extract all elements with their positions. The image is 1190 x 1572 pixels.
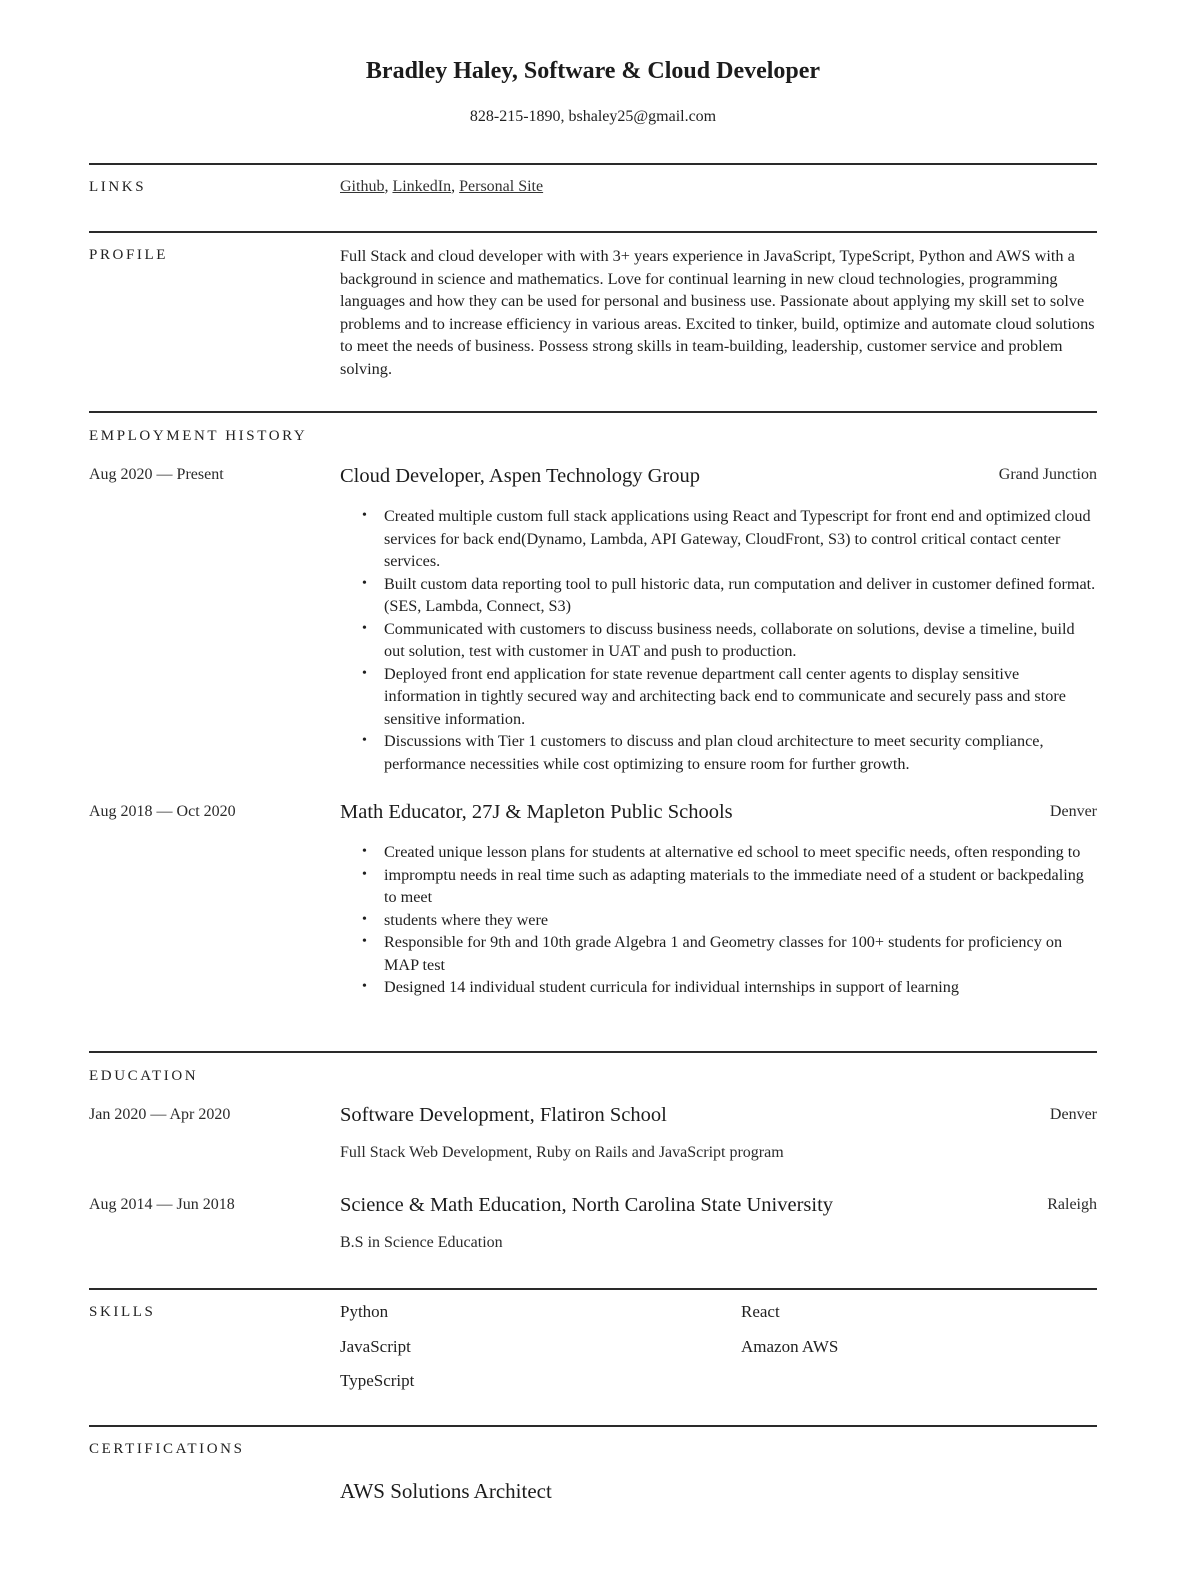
list-item: • Created unique lesson plans for students at alternative ed school to meet specific needs, often responding to [340,841,1097,864]
link-separator: , [384,178,393,195]
section-divider [89,231,1097,233]
list-item: • Created multiple custom full stack applications using React and Typescript for front end and optimized cloud services for back end(Dynamo, Lambda, API Gateway, CloudFront, S3) to control critical contact center services. [340,505,1097,573]
profile-text: Full Stack and cloud developer with with 3+ years experience in JavaScript, TypeScript, Python and AWS with a background in science and mathematics. Love for continual learning in new cloud technologies, programming languages and how they can be used for personal and business use. Passionate about applying my skill set to solve problems and to increase efficiency in various areas. Excited to tinker, build, optimize and automate cloud solutions to meet the needs of business. Possess strong skills in team-building, leadership, customer service and problem solving. [340,246,1095,378]
skill-item: TypeScript [340,1371,415,1390]
list-item: • Responsible for 9th and 10th grade Algebra 1 and Geometry classes for 100+ students for proficiency on MAP test [340,931,1097,976]
skill-item: Amazon AWS [741,1337,839,1356]
job-title: Math Educator, 27J & Mapleton Public Schools [340,801,733,823]
job-dates: Aug 2018 — Oct 2020 [89,803,236,820]
education-dates: Aug 2014 — Jun 2018 [89,1196,235,1213]
education-location: Raleigh [1047,1196,1097,1213]
section-title-skills: SKILLS [89,1304,156,1320]
list-item: • impromptu needs in real time such as adapting materials to the immediate need of a student or backpedaling to meet [340,864,1097,909]
section-title-certifications: CERTIFICATIONS [89,1441,245,1457]
job-dates: Aug 2020 — Present [89,466,224,483]
section-title-profile: PROFILE [89,247,169,263]
skill-item: Python [340,1302,389,1321]
list-item: • Built custom data reporting tool to pull historic data, run computation and deliver in customer defined format.(SES, Lambda, Connect, S3) [340,573,1097,618]
education-title: Science & Math Education, North Carolina State University [340,1194,834,1216]
list-item: • Communicated with customers to discuss business needs, collaborate on solutions, devise a timeline, build out solution, test with customer in UAT and push to production. [340,618,1097,663]
section-title-education: EDUCATION [89,1068,199,1084]
section-title-employment: EMPLOYMENT HISTORY [89,428,308,444]
skill-item: React [741,1302,780,1321]
job-title: Cloud Developer, Aspen Technology Group [340,465,701,487]
resume-name: Bradley Haley, Software & Cloud Developer [365,58,821,84]
contact-info: 828-215-1890, bshaley25@gmail.com [469,108,717,125]
github-link[interactable]: Github [340,178,385,195]
links-list [340,178,543,196]
list-item: • Designed 14 individual student curricula for individual internships in support of learning [340,976,1097,999]
list-item: • Discussions with Tier 1 customers to discuss and plan cloud architecture to meet security compliance, performance necessities while cost optimizing to ensure room for further growth. [340,730,1097,775]
education-description: Full Stack Web Development, Ruby on Rails and JavaScript program [340,1144,784,1161]
personal-site-link[interactable]: Personal Site [459,178,544,195]
section-divider [89,1425,1097,1427]
job-bullets [340,841,1097,999]
link-separator: , [451,178,460,195]
linkedin-link[interactable]: LinkedIn [392,178,452,195]
profile-section [340,245,1098,381]
list-item: • Deployed front end application for state revenue department call center agents to display sensitive information in tightly secured way and architecting back end to communicate and securely pass and store sensitive information. [340,663,1097,731]
certification-item: AWS Solutions Architect [340,1479,552,1503]
section-divider [89,1288,1097,1290]
section-divider [89,163,1097,165]
job-location: Grand Junction [998,466,1097,483]
job-location: Denver [1049,803,1097,820]
education-title: Software Development, Flatiron School [340,1104,667,1126]
education-dates: Jan 2020 — Apr 2020 [89,1106,231,1123]
section-divider [89,411,1097,413]
skill-item: JavaScript [340,1337,411,1356]
section-title-links: LINKS [89,179,147,195]
job-bullets [340,505,1097,775]
education-description: B.S in Science Education [340,1234,503,1251]
section-divider [89,1051,1097,1053]
list-item: • students where they were [340,909,1097,932]
education-location: Denver [1049,1106,1097,1123]
